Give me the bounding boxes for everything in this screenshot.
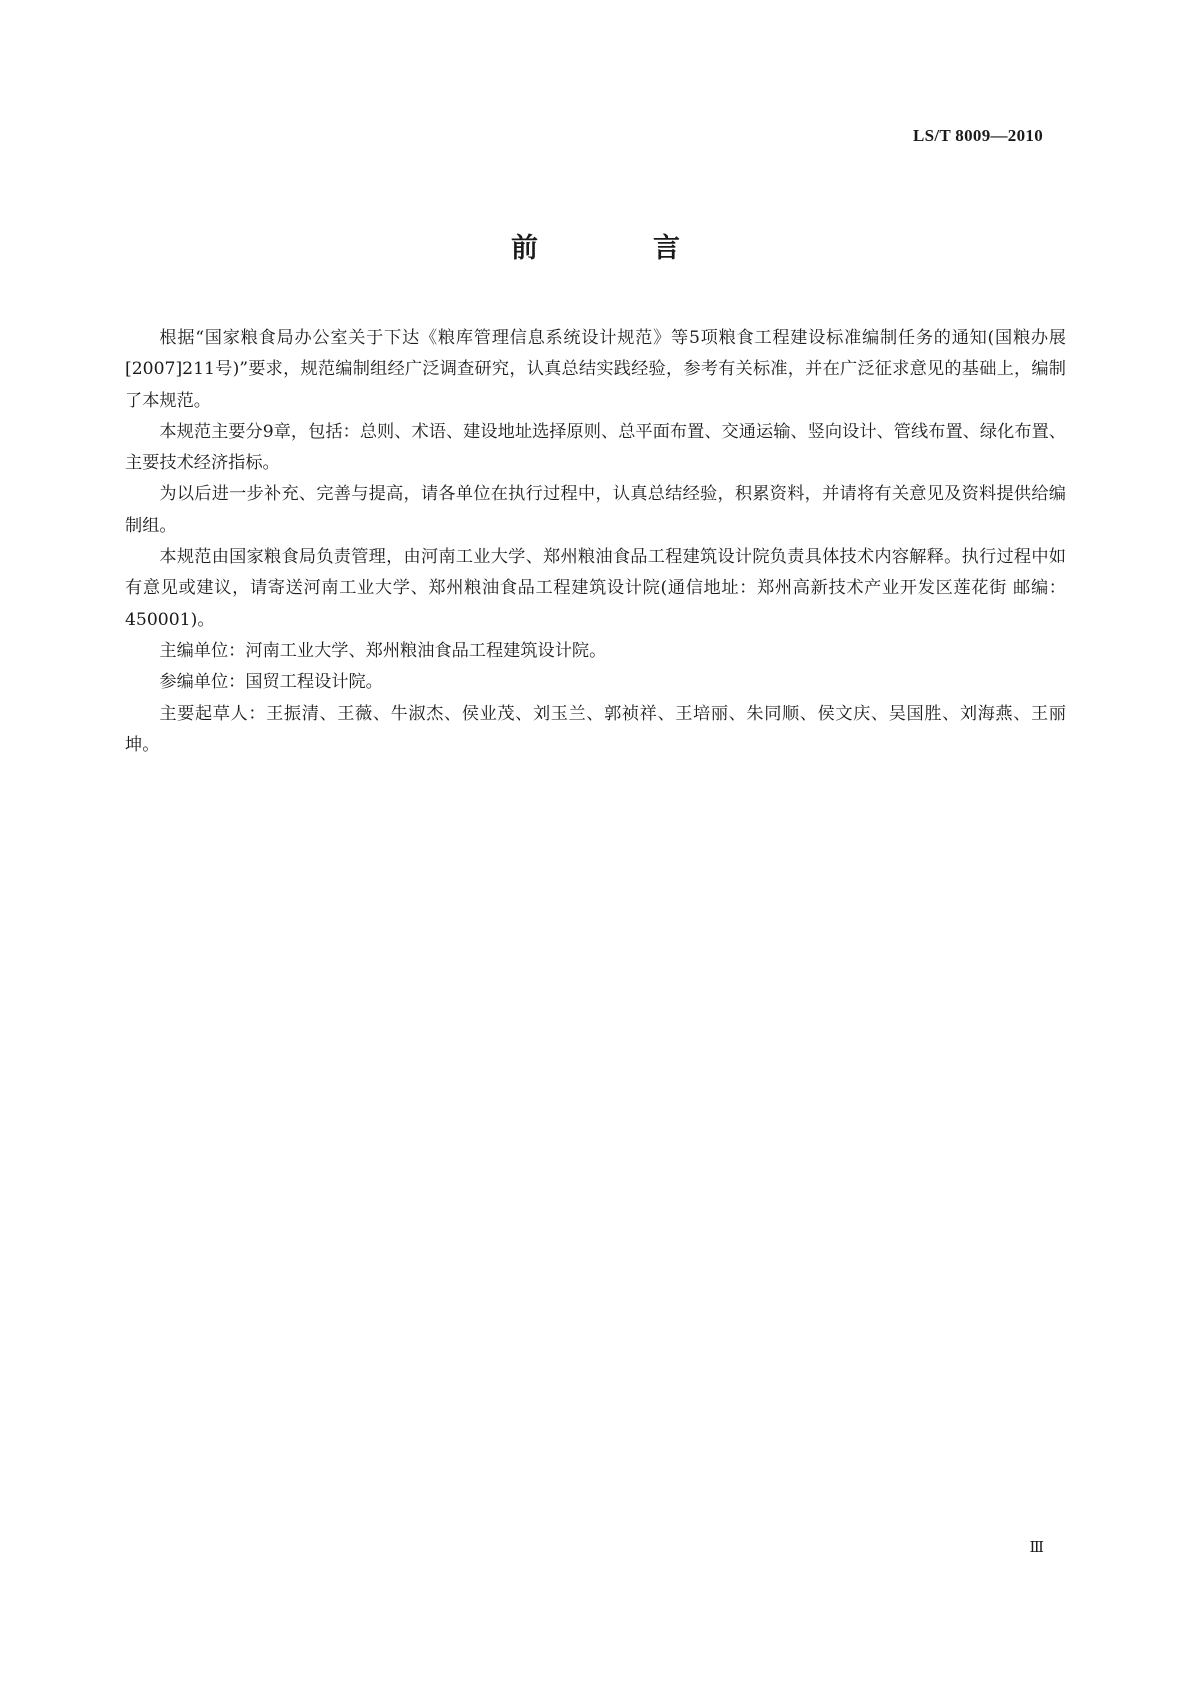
standard-code: LS/T 8009—2010 xyxy=(913,126,1043,145)
paragraph-chapters: 本规范主要分9章，包括：总则、术语、建设地址选择原则、总平面布置、交通运输、竖向设计、管线布置、绿化布置、主要技术经济指标。 xyxy=(125,421,1066,474)
paragraph-participant: 参编单位：国贸工程设计院。 xyxy=(159,672,383,693)
page-title: 前 言 xyxy=(511,233,724,264)
paragraph-drafters: 主要起草人：王振清、王薇、牛淑杰、侯业茂、刘玉兰、郭祯祥、王培丽、朱同顺、侯文庆、吴国胜、刘海燕、王丽坤。 xyxy=(125,703,1066,755)
paragraph-chief-editor: 主编单位：河南工业大学、郑州粮油食品工程建筑设计院。 xyxy=(159,640,607,661)
paragraph-basis: 根据“国家粮食局办公室关于下达《粮库管理信息系统设计规范》等5项粮食工程建设标准编制任务的通知(国粮办展[2007]211号)”要求，规范编制组经广泛调查研究，认真总结实践经验，参考有关标准，并在广泛征求意见的基础上，编制了本规范。 xyxy=(125,328,1066,411)
paragraph-feedback: 为以后进一步补充、完善与提高，请各单位在执行过程中，认真总结经验，积累资料，并请将有关意见及资料提供给编制组。 xyxy=(125,484,1066,536)
foreword-body xyxy=(125,323,1066,761)
paragraph-management: 本规范由国家粮食局负责管理，由河南工业大学、郑州粮油食品工程建筑设计院负责具体技术内容解释。执行过程中如有意见或建议，请寄送河南工业大学、郑州粮油食品工程建筑设计院(通信地址：郑州高新技术产业开发区莲花街 邮编：450001)。 xyxy=(125,547,1066,630)
page-number: Ⅲ xyxy=(1029,1540,1044,1556)
